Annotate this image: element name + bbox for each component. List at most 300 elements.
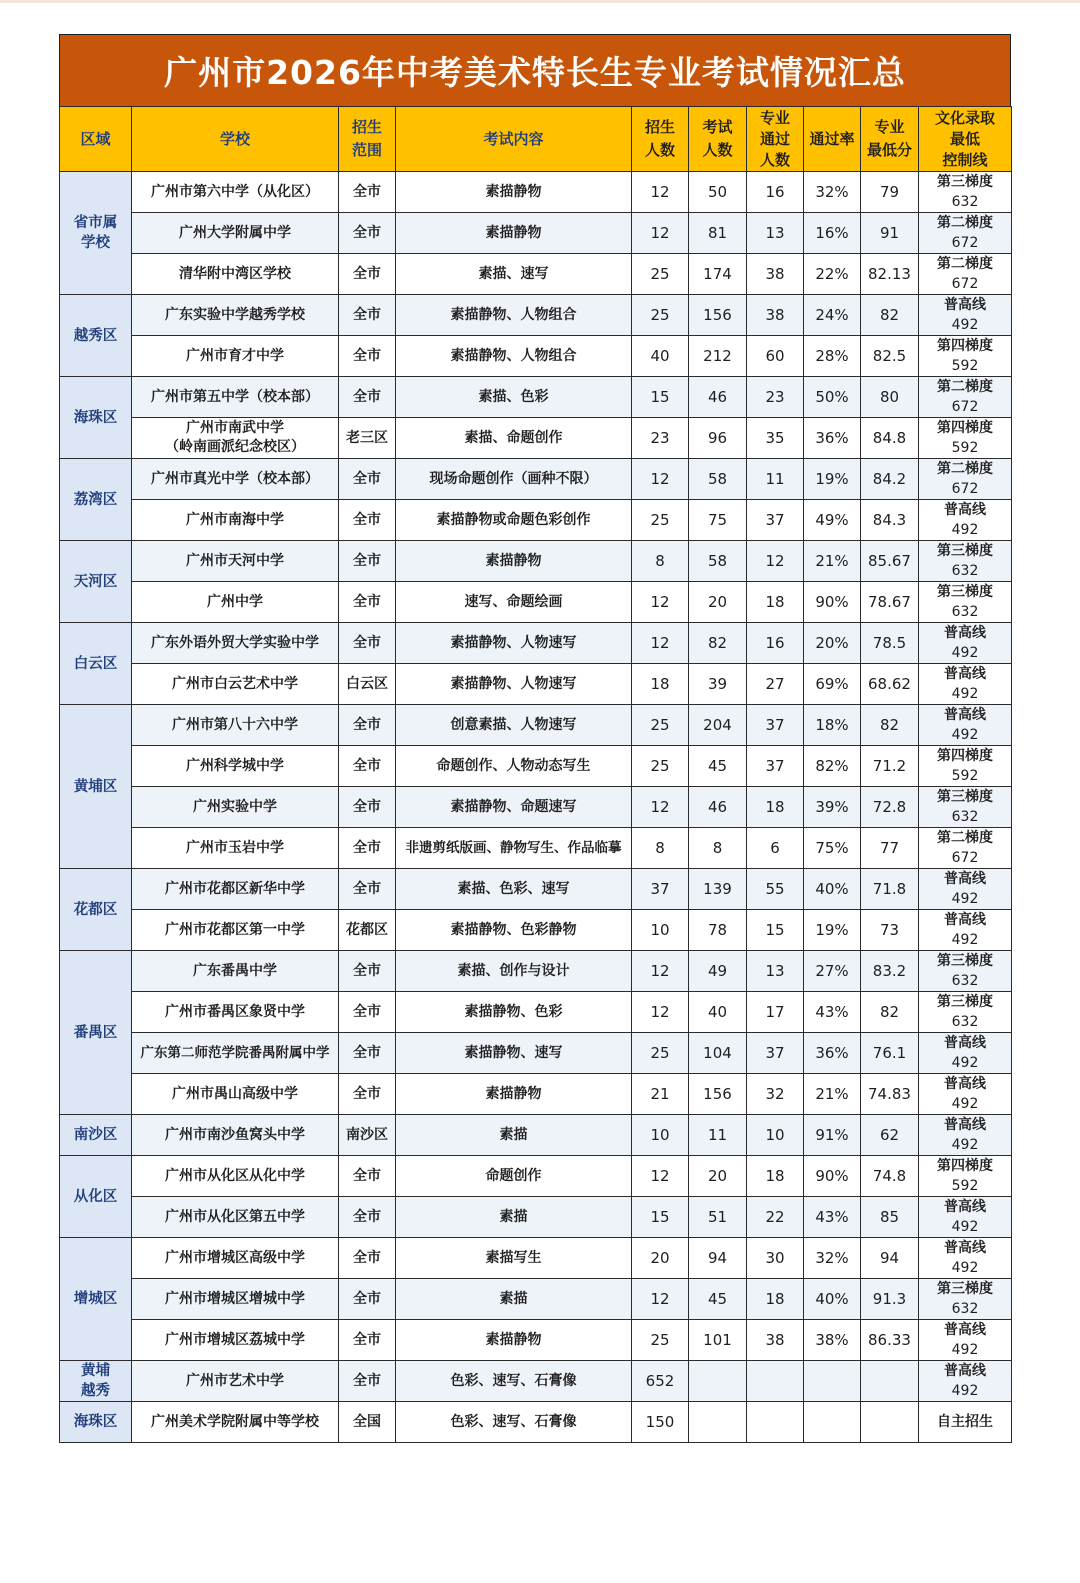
table-row xyxy=(60,1033,1012,1074)
school-cell: 广东实验中学越秀学校 xyxy=(132,295,339,336)
min-score-cell: 62 xyxy=(861,1115,919,1156)
cutoff-score: 632 xyxy=(951,604,979,620)
cutoff-cell xyxy=(919,1238,1012,1279)
exam-count-cell: 8 xyxy=(689,828,747,869)
cutoff-score: 672 xyxy=(951,481,979,497)
min-score-cell: 73 xyxy=(861,910,919,951)
content-cell: 命题创作、人物动态写生 xyxy=(396,746,632,787)
exam-count-cell: 104 xyxy=(689,1033,747,1074)
content-cell: 素描静物 xyxy=(396,1074,632,1115)
scope-cell: 全市 xyxy=(339,1361,396,1402)
cutoff-cell xyxy=(919,1402,1012,1443)
cutoff-tier: 第三梯度 xyxy=(937,584,993,600)
table-row xyxy=(60,1238,1012,1279)
cutoff-cell xyxy=(919,582,1012,623)
table-row xyxy=(60,213,1012,254)
table-row xyxy=(60,746,1012,787)
scope-cell: 南沙区 xyxy=(339,1115,396,1156)
school-cell: 广州市真光中学（校本部） xyxy=(132,459,339,500)
scope-cell: 全市 xyxy=(339,1320,396,1361)
cutoff-cell xyxy=(919,1361,1012,1402)
region-cell: 花都区 xyxy=(60,869,132,951)
cutoff-score: 632 xyxy=(951,194,979,210)
min-score-cell: 84.2 xyxy=(861,459,919,500)
cutoff-tier: 普高线 xyxy=(944,666,986,682)
school-cell: 广州市花都区第一中学 xyxy=(132,910,339,951)
min-score-cell: 85.67 xyxy=(861,541,919,582)
table-row xyxy=(60,1156,1012,1197)
cutoff-tier: 第四梯度 xyxy=(937,748,993,764)
cutoff-cell xyxy=(919,213,1012,254)
cutoff-cell xyxy=(919,1033,1012,1074)
school-cell: 广州中学 xyxy=(132,582,339,623)
region-cell: 荔湾区 xyxy=(60,459,132,541)
content-cell: 素描静物、色彩 xyxy=(396,992,632,1033)
table-row xyxy=(60,787,1012,828)
content-cell: 创意素描、人物速写 xyxy=(396,705,632,746)
table-row xyxy=(60,377,1012,418)
header-pass-line2: 通过 xyxy=(759,129,790,148)
school-cell: 广州市天河中学 xyxy=(132,541,339,582)
pass-count-cell: 18 xyxy=(747,1156,804,1197)
cutoff-cell xyxy=(919,336,1012,377)
cutoff-tier: 第二梯度 xyxy=(937,461,993,477)
scope-cell: 花都区 xyxy=(339,910,396,951)
header-cutoff-line1: 文化录取 xyxy=(934,108,995,127)
min-score-cell: 74.8 xyxy=(861,1156,919,1197)
scope-cell: 全市 xyxy=(339,172,396,213)
table-row xyxy=(60,1197,1012,1238)
pass-count-cell: 6 xyxy=(747,828,804,869)
min-score-cell: 94 xyxy=(861,1238,919,1279)
pass-rate-cell: 16% xyxy=(804,213,861,254)
scope-cell: 全市 xyxy=(339,336,396,377)
cutoff-score: 492 xyxy=(951,645,979,661)
pass-count-cell: 12 xyxy=(747,541,804,582)
exam-count-cell: 78 xyxy=(689,910,747,951)
quota-cell: 12 xyxy=(632,623,689,664)
pass-rate-cell: 19% xyxy=(804,459,861,500)
pass-count-cell: 16 xyxy=(747,623,804,664)
quota-cell: 12 xyxy=(632,992,689,1033)
scope-cell: 全市 xyxy=(339,1197,396,1238)
exam-count-cell: 45 xyxy=(689,746,747,787)
cutoff-tier: 第四梯度 xyxy=(937,338,993,354)
scope-cell: 全市 xyxy=(339,828,396,869)
pass-count-cell: 37 xyxy=(747,746,804,787)
region-name-line2: 学校 xyxy=(81,235,110,251)
pass-rate-cell: 21% xyxy=(804,1074,861,1115)
top-edge-line xyxy=(0,0,1080,3)
cutoff-score: 492 xyxy=(951,891,979,907)
region-cell: 天河区 xyxy=(60,541,132,623)
scope-cell: 全市 xyxy=(339,377,396,418)
header-region: 区域 xyxy=(60,107,132,172)
cutoff-score: 492 xyxy=(951,317,979,333)
pass-rate-cell: 75% xyxy=(804,828,861,869)
scope-cell: 全市 xyxy=(339,582,396,623)
school-cell: 广州市花都区新华中学 xyxy=(132,869,339,910)
summary-sheet xyxy=(59,34,1011,1443)
pass-count-cell: 22 xyxy=(747,1197,804,1238)
school-cell: 广州市南海中学 xyxy=(132,500,339,541)
exam-count-cell: 139 xyxy=(689,869,747,910)
region-name-line2: 越秀 xyxy=(81,1383,110,1399)
exam-count-cell xyxy=(689,1361,747,1402)
pass-count-cell: 30 xyxy=(747,1238,804,1279)
region-cell: 越秀区 xyxy=(60,295,132,377)
quota-cell: 12 xyxy=(632,582,689,623)
header-pass-line1: 专业 xyxy=(759,108,790,127)
cutoff-cell xyxy=(919,1320,1012,1361)
table-row xyxy=(60,172,1012,213)
content-cell: 素描 xyxy=(396,1115,632,1156)
exam-count-cell: 51 xyxy=(689,1197,747,1238)
table-row xyxy=(60,1402,1012,1443)
cutoff-cell xyxy=(919,1197,1012,1238)
table-row xyxy=(60,254,1012,295)
school-cell: 广州市育才中学 xyxy=(132,336,339,377)
pass-rate-cell: 39% xyxy=(804,787,861,828)
content-cell: 素描、色彩、速写 xyxy=(396,869,632,910)
header-min-line1: 专业 xyxy=(874,118,905,136)
school-cell xyxy=(132,418,339,459)
pass-count-cell: 16 xyxy=(747,172,804,213)
exam-count-cell: 174 xyxy=(689,254,747,295)
content-cell: 素描 xyxy=(396,1197,632,1238)
quota-cell: 20 xyxy=(632,1238,689,1279)
school-name-line2: （岭南画派纪念校区） xyxy=(165,439,305,455)
pass-rate-cell: 36% xyxy=(804,418,861,459)
quota-cell: 40 xyxy=(632,336,689,377)
region-name-line1: 黄埔 xyxy=(81,1363,110,1379)
region-cell: 增城区 xyxy=(60,1238,132,1361)
cutoff-tier: 普高线 xyxy=(944,871,986,887)
cutoff-cell xyxy=(919,746,1012,787)
min-score-cell: 85 xyxy=(861,1197,919,1238)
region-cell: 番禺区 xyxy=(60,951,132,1115)
pass-rate-cell: 49% xyxy=(804,500,861,541)
content-cell: 素描、命题创作 xyxy=(396,418,632,459)
min-score-cell: 74.83 xyxy=(861,1074,919,1115)
cutoff-tier: 普高线 xyxy=(944,502,986,518)
quota-cell: 25 xyxy=(632,295,689,336)
table-row xyxy=(60,1279,1012,1320)
content-cell: 色彩、速写、石膏像 xyxy=(396,1402,632,1443)
cutoff-score: 632 xyxy=(951,563,979,579)
school-cell: 广州市增城区高级中学 xyxy=(132,1238,339,1279)
exam-count-cell: 50 xyxy=(689,172,747,213)
region-cell: 南沙区 xyxy=(60,1115,132,1156)
school-cell: 广东第二师范学院番禺附属中学 xyxy=(132,1033,339,1074)
table-row xyxy=(60,869,1012,910)
school-cell: 广州美术学院附属中等学校 xyxy=(132,1402,339,1443)
quota-cell: 25 xyxy=(632,1320,689,1361)
school-cell: 广州市禺山高级中学 xyxy=(132,1074,339,1115)
exam-count-cell: 46 xyxy=(689,787,747,828)
table-row xyxy=(60,705,1012,746)
pass-rate-cell: 90% xyxy=(804,1156,861,1197)
min-score-cell: 76.1 xyxy=(861,1033,919,1074)
pass-count-cell: 18 xyxy=(747,787,804,828)
school-cell: 广州市从化区从化中学 xyxy=(132,1156,339,1197)
pass-count-cell: 38 xyxy=(747,1320,804,1361)
cutoff-tier: 普高线 xyxy=(944,1199,986,1215)
quota-cell: 25 xyxy=(632,746,689,787)
region-cell: 海珠区 xyxy=(60,1402,132,1443)
exam-count-cell: 11 xyxy=(689,1115,747,1156)
cutoff-cell xyxy=(919,664,1012,705)
quota-cell: 12 xyxy=(632,951,689,992)
content-cell: 素描静物 xyxy=(396,1320,632,1361)
quota-cell: 25 xyxy=(632,500,689,541)
cutoff-score: 592 xyxy=(951,1178,979,1194)
header-content: 考试内容 xyxy=(396,107,632,172)
header-scope xyxy=(339,107,396,172)
scope-cell: 全市 xyxy=(339,1074,396,1115)
min-score-cell: 79 xyxy=(861,172,919,213)
school-cell: 广州市番禺区象贤中学 xyxy=(132,992,339,1033)
cutoff-cell xyxy=(919,254,1012,295)
header-cutoff-line3: 控制线 xyxy=(942,150,988,169)
cutoff-tier: 普高线 xyxy=(944,1117,986,1133)
school-cell: 广州市增城区荔城中学 xyxy=(132,1320,339,1361)
region-cell xyxy=(60,1361,132,1402)
pass-rate-cell: 90% xyxy=(804,582,861,623)
quota-cell: 12 xyxy=(632,213,689,254)
header-scope-line1: 招生 xyxy=(351,118,382,136)
table-row xyxy=(60,459,1012,500)
cutoff-cell xyxy=(919,787,1012,828)
quota-cell: 23 xyxy=(632,418,689,459)
quota-cell: 25 xyxy=(632,705,689,746)
quota-cell: 652 xyxy=(632,1361,689,1402)
cutoff-tier: 第二梯度 xyxy=(937,215,993,231)
scope-cell: 老三区 xyxy=(339,418,396,459)
exam-count-cell: 20 xyxy=(689,582,747,623)
table-row xyxy=(60,664,1012,705)
pass-rate-cell: 43% xyxy=(804,992,861,1033)
exam-count-cell: 45 xyxy=(689,1279,747,1320)
exam-summary-table xyxy=(59,106,1012,1443)
cutoff-cell xyxy=(919,1279,1012,1320)
pass-rate-cell: 40% xyxy=(804,1279,861,1320)
cutoff-cell xyxy=(919,459,1012,500)
content-cell: 素描静物、色彩静物 xyxy=(396,910,632,951)
content-cell: 素描静物 xyxy=(396,213,632,254)
cutoff-cell xyxy=(919,623,1012,664)
cutoff-score: 672 xyxy=(951,276,979,292)
content-cell: 素描、色彩 xyxy=(396,377,632,418)
cutoff-score: 492 xyxy=(951,686,979,702)
cutoff-cell xyxy=(919,705,1012,746)
pass-rate-cell: 24% xyxy=(804,295,861,336)
scope-cell: 全市 xyxy=(339,1156,396,1197)
cutoff-score: 672 xyxy=(951,235,979,251)
table-row xyxy=(60,623,1012,664)
cutoff-cell xyxy=(919,828,1012,869)
content-cell: 素描静物、命题速写 xyxy=(396,787,632,828)
pass-rate-cell: 36% xyxy=(804,1033,861,1074)
region-cell: 白云区 xyxy=(60,623,132,705)
content-cell: 非遗剪纸版画、静物写生、作品临摹 xyxy=(396,828,632,869)
cutoff-tier: 普高线 xyxy=(944,912,986,928)
cutoff-tier: 普高线 xyxy=(944,1076,986,1092)
scope-cell: 全市 xyxy=(339,459,396,500)
pass-rate-cell: 91% xyxy=(804,1115,861,1156)
pass-rate-cell xyxy=(804,1361,861,1402)
quota-cell: 25 xyxy=(632,1033,689,1074)
cutoff-score: 492 xyxy=(951,1219,979,1235)
pass-rate-cell xyxy=(804,1402,861,1443)
pass-count-cell: 13 xyxy=(747,213,804,254)
exam-count-cell: 212 xyxy=(689,336,747,377)
exam-count-cell: 75 xyxy=(689,500,747,541)
school-cell: 广东番禺中学 xyxy=(132,951,339,992)
cutoff-cell xyxy=(919,951,1012,992)
header-quota xyxy=(632,107,689,172)
content-cell: 速写、命题绘画 xyxy=(396,582,632,623)
school-cell: 清华附中湾区学校 xyxy=(132,254,339,295)
cutoff-cell xyxy=(919,1074,1012,1115)
exam-count-cell: 204 xyxy=(689,705,747,746)
cutoff-score: 492 xyxy=(951,522,979,538)
content-cell: 色彩、速写、石膏像 xyxy=(396,1361,632,1402)
quota-cell: 8 xyxy=(632,828,689,869)
cutoff-score: 672 xyxy=(951,850,979,866)
school-cell: 广州市增城区增城中学 xyxy=(132,1279,339,1320)
exam-count-cell: 156 xyxy=(689,1074,747,1115)
cutoff-score: 632 xyxy=(951,973,979,989)
exam-count-cell: 39 xyxy=(689,664,747,705)
table-row xyxy=(60,582,1012,623)
header-pass xyxy=(747,107,804,172)
min-score-cell: 80 xyxy=(861,377,919,418)
header-school: 学校 xyxy=(132,107,339,172)
school-cell: 广州市南沙鱼窝头中学 xyxy=(132,1115,339,1156)
content-cell: 素描静物、速写 xyxy=(396,1033,632,1074)
cutoff-score: 492 xyxy=(951,1260,979,1276)
min-score-cell: 72.8 xyxy=(861,787,919,828)
min-score-cell: 82.13 xyxy=(861,254,919,295)
pass-count-cell: 23 xyxy=(747,377,804,418)
content-cell: 素描静物 xyxy=(396,172,632,213)
table-row xyxy=(60,1115,1012,1156)
cutoff-tier: 第二梯度 xyxy=(937,830,993,846)
scope-cell: 全市 xyxy=(339,254,396,295)
min-score-cell: 84.3 xyxy=(861,500,919,541)
school-cell: 广州大学附属中学 xyxy=(132,213,339,254)
school-cell: 广州市从化区第五中学 xyxy=(132,1197,339,1238)
header-quota-line2: 人数 xyxy=(644,141,675,159)
scope-cell: 全市 xyxy=(339,951,396,992)
content-cell: 素描 xyxy=(396,1279,632,1320)
cutoff-cell xyxy=(919,869,1012,910)
table-row xyxy=(60,295,1012,336)
scope-cell: 全市 xyxy=(339,623,396,664)
cutoff-score: 492 xyxy=(951,1055,979,1071)
pass-count-cell: 32 xyxy=(747,1074,804,1115)
cutoff-cell xyxy=(919,295,1012,336)
table-row xyxy=(60,336,1012,377)
content-cell: 素描静物、人物组合 xyxy=(396,295,632,336)
quota-cell: 12 xyxy=(632,787,689,828)
page-title: 广州市2026年中考美术特长生专业考试情况汇总 xyxy=(59,34,1011,106)
school-cell: 广东外语外贸大学实验中学 xyxy=(132,623,339,664)
pass-count-cell: 15 xyxy=(747,910,804,951)
cutoff-tier: 第三梯度 xyxy=(937,543,993,559)
pass-rate-cell: 32% xyxy=(804,1238,861,1279)
school-cell: 广州市白云艺术中学 xyxy=(132,664,339,705)
cutoff-score: 492 xyxy=(951,932,979,948)
pass-count-cell: 18 xyxy=(747,1279,804,1320)
school-cell: 广州市第六中学（从化区） xyxy=(132,172,339,213)
table-row xyxy=(60,992,1012,1033)
table-row xyxy=(60,1074,1012,1115)
table-row xyxy=(60,951,1012,992)
scope-cell: 全市 xyxy=(339,869,396,910)
scope-cell: 全市 xyxy=(339,295,396,336)
exam-count-cell: 58 xyxy=(689,459,747,500)
school-name-line1: 广州市南武中学 xyxy=(186,420,284,436)
school-cell: 广州科学城中学 xyxy=(132,746,339,787)
exam-count-cell: 20 xyxy=(689,1156,747,1197)
content-cell: 素描静物、人物速写 xyxy=(396,623,632,664)
min-score-cell: 82 xyxy=(861,705,919,746)
cutoff-tier: 自主招生 xyxy=(937,1414,993,1430)
min-score-cell: 91 xyxy=(861,213,919,254)
min-score-cell: 82.5 xyxy=(861,336,919,377)
content-cell: 素描写生 xyxy=(396,1238,632,1279)
header-cutoff xyxy=(919,107,1012,172)
exam-count-cell: 40 xyxy=(689,992,747,1033)
region-cell: 海珠区 xyxy=(60,377,132,459)
cutoff-cell xyxy=(919,172,1012,213)
content-cell: 素描、速写 xyxy=(396,254,632,295)
scope-cell: 白云区 xyxy=(339,664,396,705)
pass-count-cell: 13 xyxy=(747,951,804,992)
pass-count-cell: 35 xyxy=(747,418,804,459)
pass-rate-cell: 38% xyxy=(804,1320,861,1361)
header-exam-line2: 人数 xyxy=(702,141,733,159)
quota-cell: 15 xyxy=(632,377,689,418)
pass-rate-cell: 21% xyxy=(804,541,861,582)
min-score-cell: 78.5 xyxy=(861,623,919,664)
cutoff-score: 492 xyxy=(951,727,979,743)
header-exam xyxy=(689,107,747,172)
cutoff-tier: 第二梯度 xyxy=(937,256,993,272)
cutoff-score: 592 xyxy=(951,358,979,374)
content-cell: 素描静物或命题色彩创作 xyxy=(396,500,632,541)
quota-cell: 150 xyxy=(632,1402,689,1443)
min-score-cell: 78.67 xyxy=(861,582,919,623)
cutoff-tier: 普高线 xyxy=(944,625,986,641)
content-cell: 命题创作 xyxy=(396,1156,632,1197)
school-cell: 广州市艺术中学 xyxy=(132,1361,339,1402)
pass-rate-cell: 27% xyxy=(804,951,861,992)
scope-cell: 全市 xyxy=(339,705,396,746)
quota-cell: 18 xyxy=(632,664,689,705)
min-score-cell xyxy=(861,1402,919,1443)
pass-rate-cell: 69% xyxy=(804,664,861,705)
pass-rate-cell: 28% xyxy=(804,336,861,377)
table-row xyxy=(60,1320,1012,1361)
header-min-score xyxy=(861,107,919,172)
scope-cell: 全市 xyxy=(339,1279,396,1320)
exam-count-cell: 82 xyxy=(689,623,747,664)
quota-cell: 37 xyxy=(632,869,689,910)
cutoff-score: 632 xyxy=(951,809,979,825)
